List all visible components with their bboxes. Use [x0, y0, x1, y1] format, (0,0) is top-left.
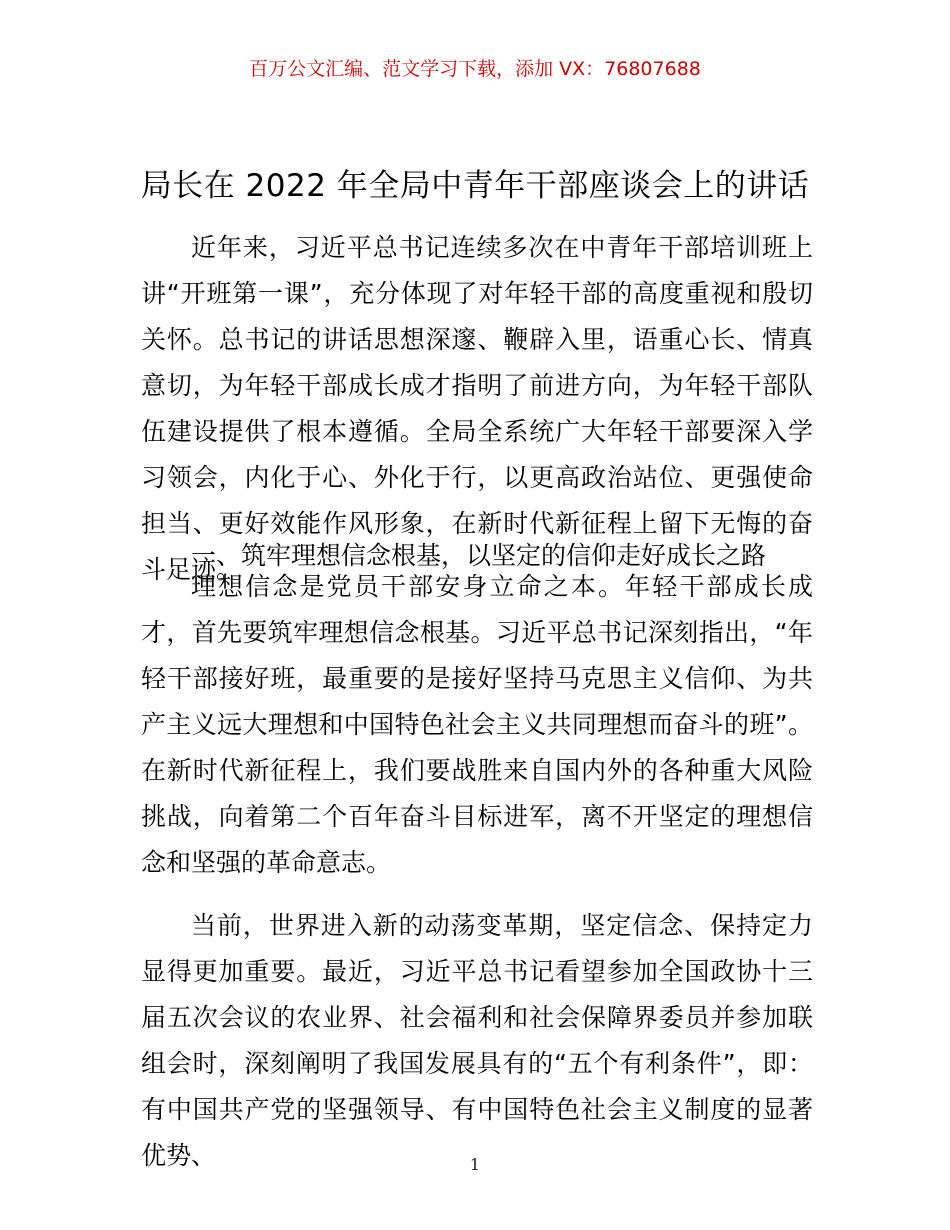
paragraph-current-situation: 当前，世界进入新的动荡变革期，坚定信念、保持定力显得更加重要。最近，习近平总书记看望参加全国政协十三届五次会议的农业界、社会福利和社会保障界委员并参加联组会时，深刻阐明了我国发展具有的“五个有利条件”，即：有中国共产党的坚强领导、有中国特色社会主义制度的显著优势、	[141, 911, 813, 1170]
header-watermark-note: 百万公文汇编、范文学习下载，添加 VX：76807688	[249, 58, 701, 80]
section-heading: 一、筑牢理想信念根基，以坚定的信仰走好成长之路	[191, 541, 767, 570]
document-title: 局长在 2022 年全局中青年干部座谈会上的讲话	[140, 168, 810, 204]
paragraph-intro: 近年来，习近平总书记连续多次在中青年干部培训班上讲“开班第一课”，充分体现了对年轻干部的高度重视和殷切关怀。总书记的讲话思想深邃、鞭辟入里，语重心长、情真意切，为年轻干部成长成才指明了前进方向，为年轻干部队伍建设提供了根本遵循。全局全系统广大年轻干部要深入学习领会，内化于心、外化于行，以更高政治站位、更强使命担当、更好效能作风形象，在新时代新征程上留下无悔的奋斗足迹。	[141, 233, 813, 584]
paragraph-ideals: 理想信念是党员干部安身立命之本。年轻干部成长成才，首先要筑牢理想信念根基。习近平总书记深刻指出，“年轻干部接好班，最重要的是接好坚持马克思主义信仰、为共产主义远大理想和中国特色社会主义共同理想而奋斗的班”。在新时代新征程上，我们要战胜来自国内外的各种重大风险挑战，向着第二个百年奋斗目标进军，离不开坚定的理想信念和坚强的革命意志。	[141, 572, 813, 877]
page-number: 1	[469, 1155, 481, 1174]
